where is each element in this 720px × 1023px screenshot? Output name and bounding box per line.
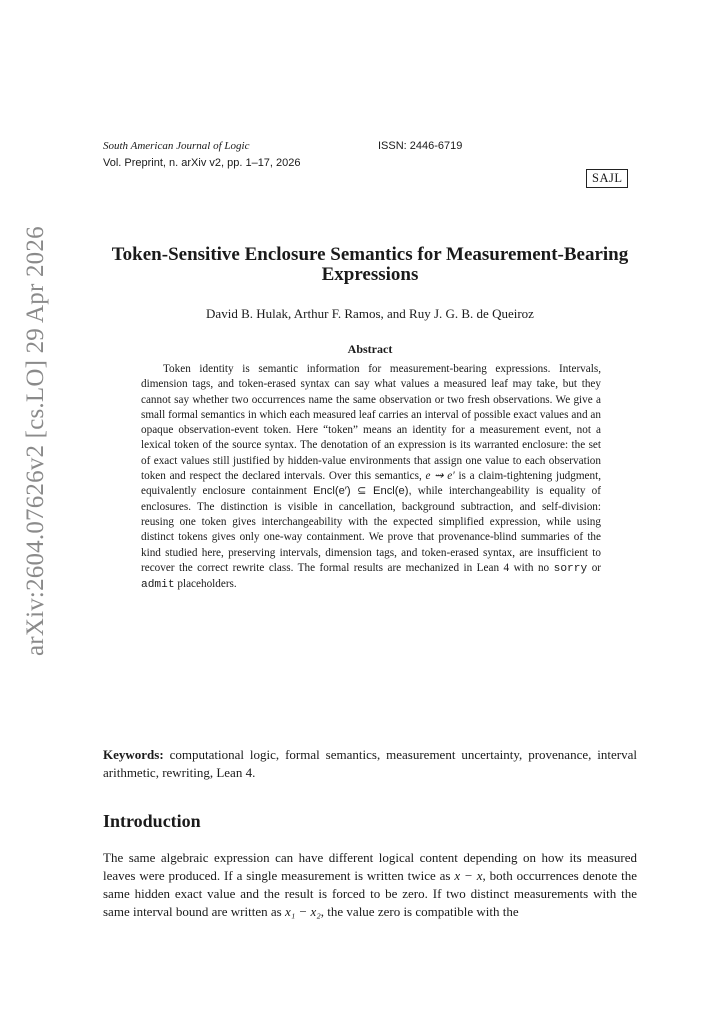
paper-title: Token-Sensitive Enclosure Semantics for Measurement-Bearing Expressions [111, 244, 629, 285]
journal-name: South American Journal of Logic [103, 140, 250, 152]
abstract-part-4: or [591, 561, 602, 574]
arxiv-identifier-stamp: arXiv:2604.07626v2 [cs.LO] 29 Apr 2026 [22, 226, 49, 656]
journal-badge: SAJL [586, 169, 628, 188]
intro-part-3: , the value zero is compatible with the [320, 904, 519, 919]
abstract-part-5: placeholders. [177, 578, 237, 591]
intro-expression-1: x − x [454, 868, 483, 883]
intro-part-1: The same algebraic expression can have different logical content depending on how its measured leaves were produced. If a single measurement is written twice as [103, 850, 637, 883]
keywords-paragraph [103, 746, 637, 782]
sorry-keyword: sorry [553, 562, 588, 575]
keywords-label: Keywords: [103, 747, 164, 762]
abstract-part-1: Token identity is semantic information for measurement-bearing expressions. Intervals, dimension tags, and token-erased syntax can say what values a measured leaf may take, but they cannot say whether two occurrences name the same observation or two fresh observations. We give a small formal semantics in which each measured leaf carries an interval of possible exact values and an opaque observation-event token. Here “token” means an identity for a measurement event, not a lexical token of the source syntax. The denotation of an expression is its warranted enclosure: the set of exact values still justified by hidden-value environments that assign one value to each observation token and respect the declared intervals. Over this semantics, [141, 363, 601, 483]
issn-label: ISSN: 2446-6719 [378, 140, 463, 152]
keywords-list: computational logic, formal semantics, measurement uncertainty, provenance, interval arithmetic, rewriting, Lean 4. [103, 747, 637, 780]
introduction-paragraph [103, 849, 637, 921]
admit-keyword: admit [141, 579, 175, 592]
abstract-text [141, 362, 601, 593]
intro-expression-2: x₁ − x₂ [284, 904, 321, 919]
volume-line: Vol. Preprint, n. arXiv v2, pp. 1–17, 2026 [103, 157, 301, 169]
abstract-part-3: while interchangeability is equality of enclosures. The distinction is visible in cancellation, background subtraction, and self-division: reusing one token gives interchangeability with the expected simplified expression, while using distinct tokens gives only one-way containment. We prove that provenance-blind summaries of the kind studied here, preserving intervals, dimension tags, and token-erased syntax, are insufficient to recover the correct rewrite class. The formal results are mechanized in Lean 4 with no [141, 485, 602, 574]
abstract-part-2: is a claim-tightening judgment, equivalently enclosure containment [141, 470, 602, 498]
section-heading-introduction: Introduction [103, 811, 201, 831]
intro-part-2: , both occurrences denote the same hidden exact value and the result is forced to be zero. If two distinct measurements with the same interval bound are written as [103, 868, 637, 919]
rewrite-judgment: e ⇝ e′ [425, 470, 455, 483]
abstract-heading: Abstract [347, 342, 393, 356]
author-list: David B. Hulak, Arthur F. Ramos, and Ruy J. G. B. de Queiroz [206, 306, 534, 321]
enclosure-containment: Encl(e′) ⊆ Encl(e), [313, 485, 412, 498]
